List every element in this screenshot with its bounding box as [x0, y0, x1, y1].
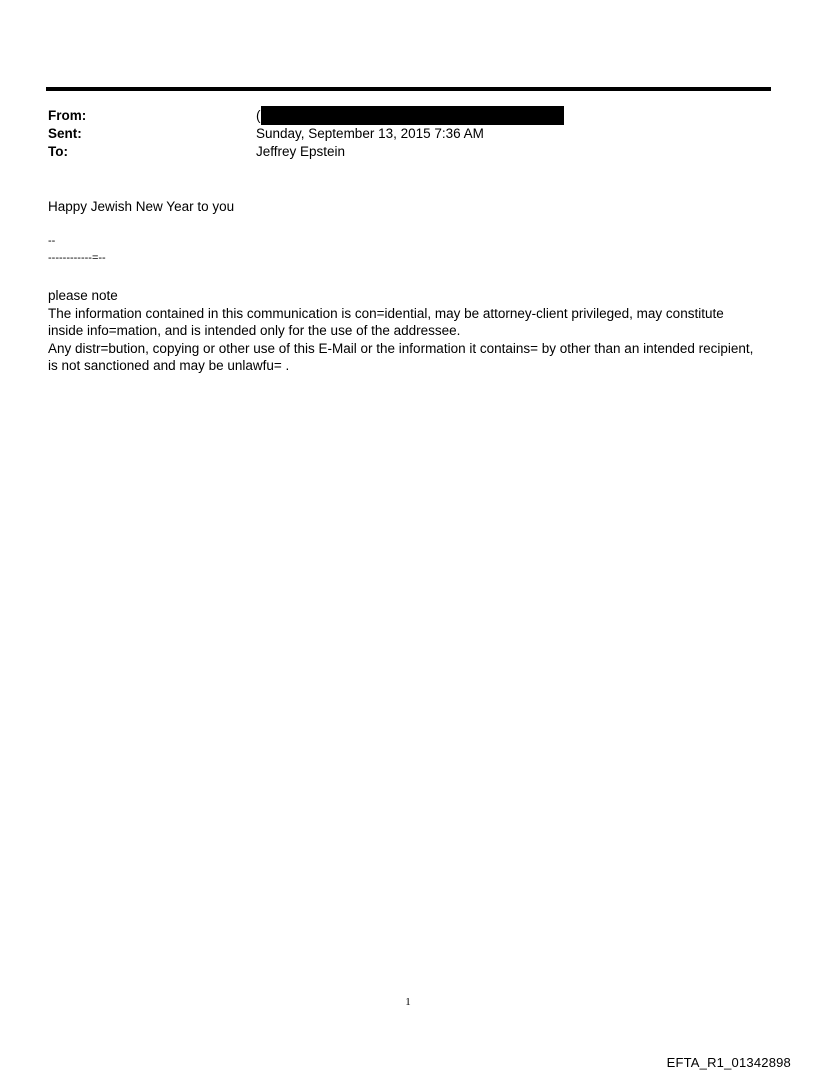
disclaimer-line-2: inside info=mation, and is intended only for the use of the addressee.: [48, 323, 461, 338]
redaction-block: [261, 106, 564, 125]
from-value: (: [256, 108, 261, 123]
note-heading: please note: [48, 288, 118, 303]
to-row: [48, 143, 768, 161]
to-label: To:: [48, 144, 68, 159]
header-divider: [46, 87, 771, 91]
signature-dashes: ------------=--: [48, 252, 106, 264]
disclaimer-line-1: The information contained in this communication is con=idential, may be attorney-client privileged, may constitute: [48, 306, 724, 321]
sent-value: Sunday, September 13, 2015 7:36 AM: [256, 126, 484, 141]
greeting-text: Happy Jewish New Year to you: [48, 199, 235, 214]
sent-label: Sent:: [48, 126, 82, 141]
bates-number: EFTA_R1_01342898: [666, 1055, 791, 1070]
disclaimer-line-3: Any distr=bution, copying or other use of this E-Mail or the information it contains= by other than an intended recipient,: [48, 341, 754, 356]
to-value: Jeffrey Epstein: [256, 144, 346, 159]
disclaimer-line-4: is not sanctioned and may be unlawfu= .: [48, 358, 290, 373]
sent-row: [48, 125, 768, 143]
signature-separator: --: [48, 235, 56, 247]
page-number: 1: [405, 996, 411, 1008]
from-label: From:: [48, 108, 87, 123]
